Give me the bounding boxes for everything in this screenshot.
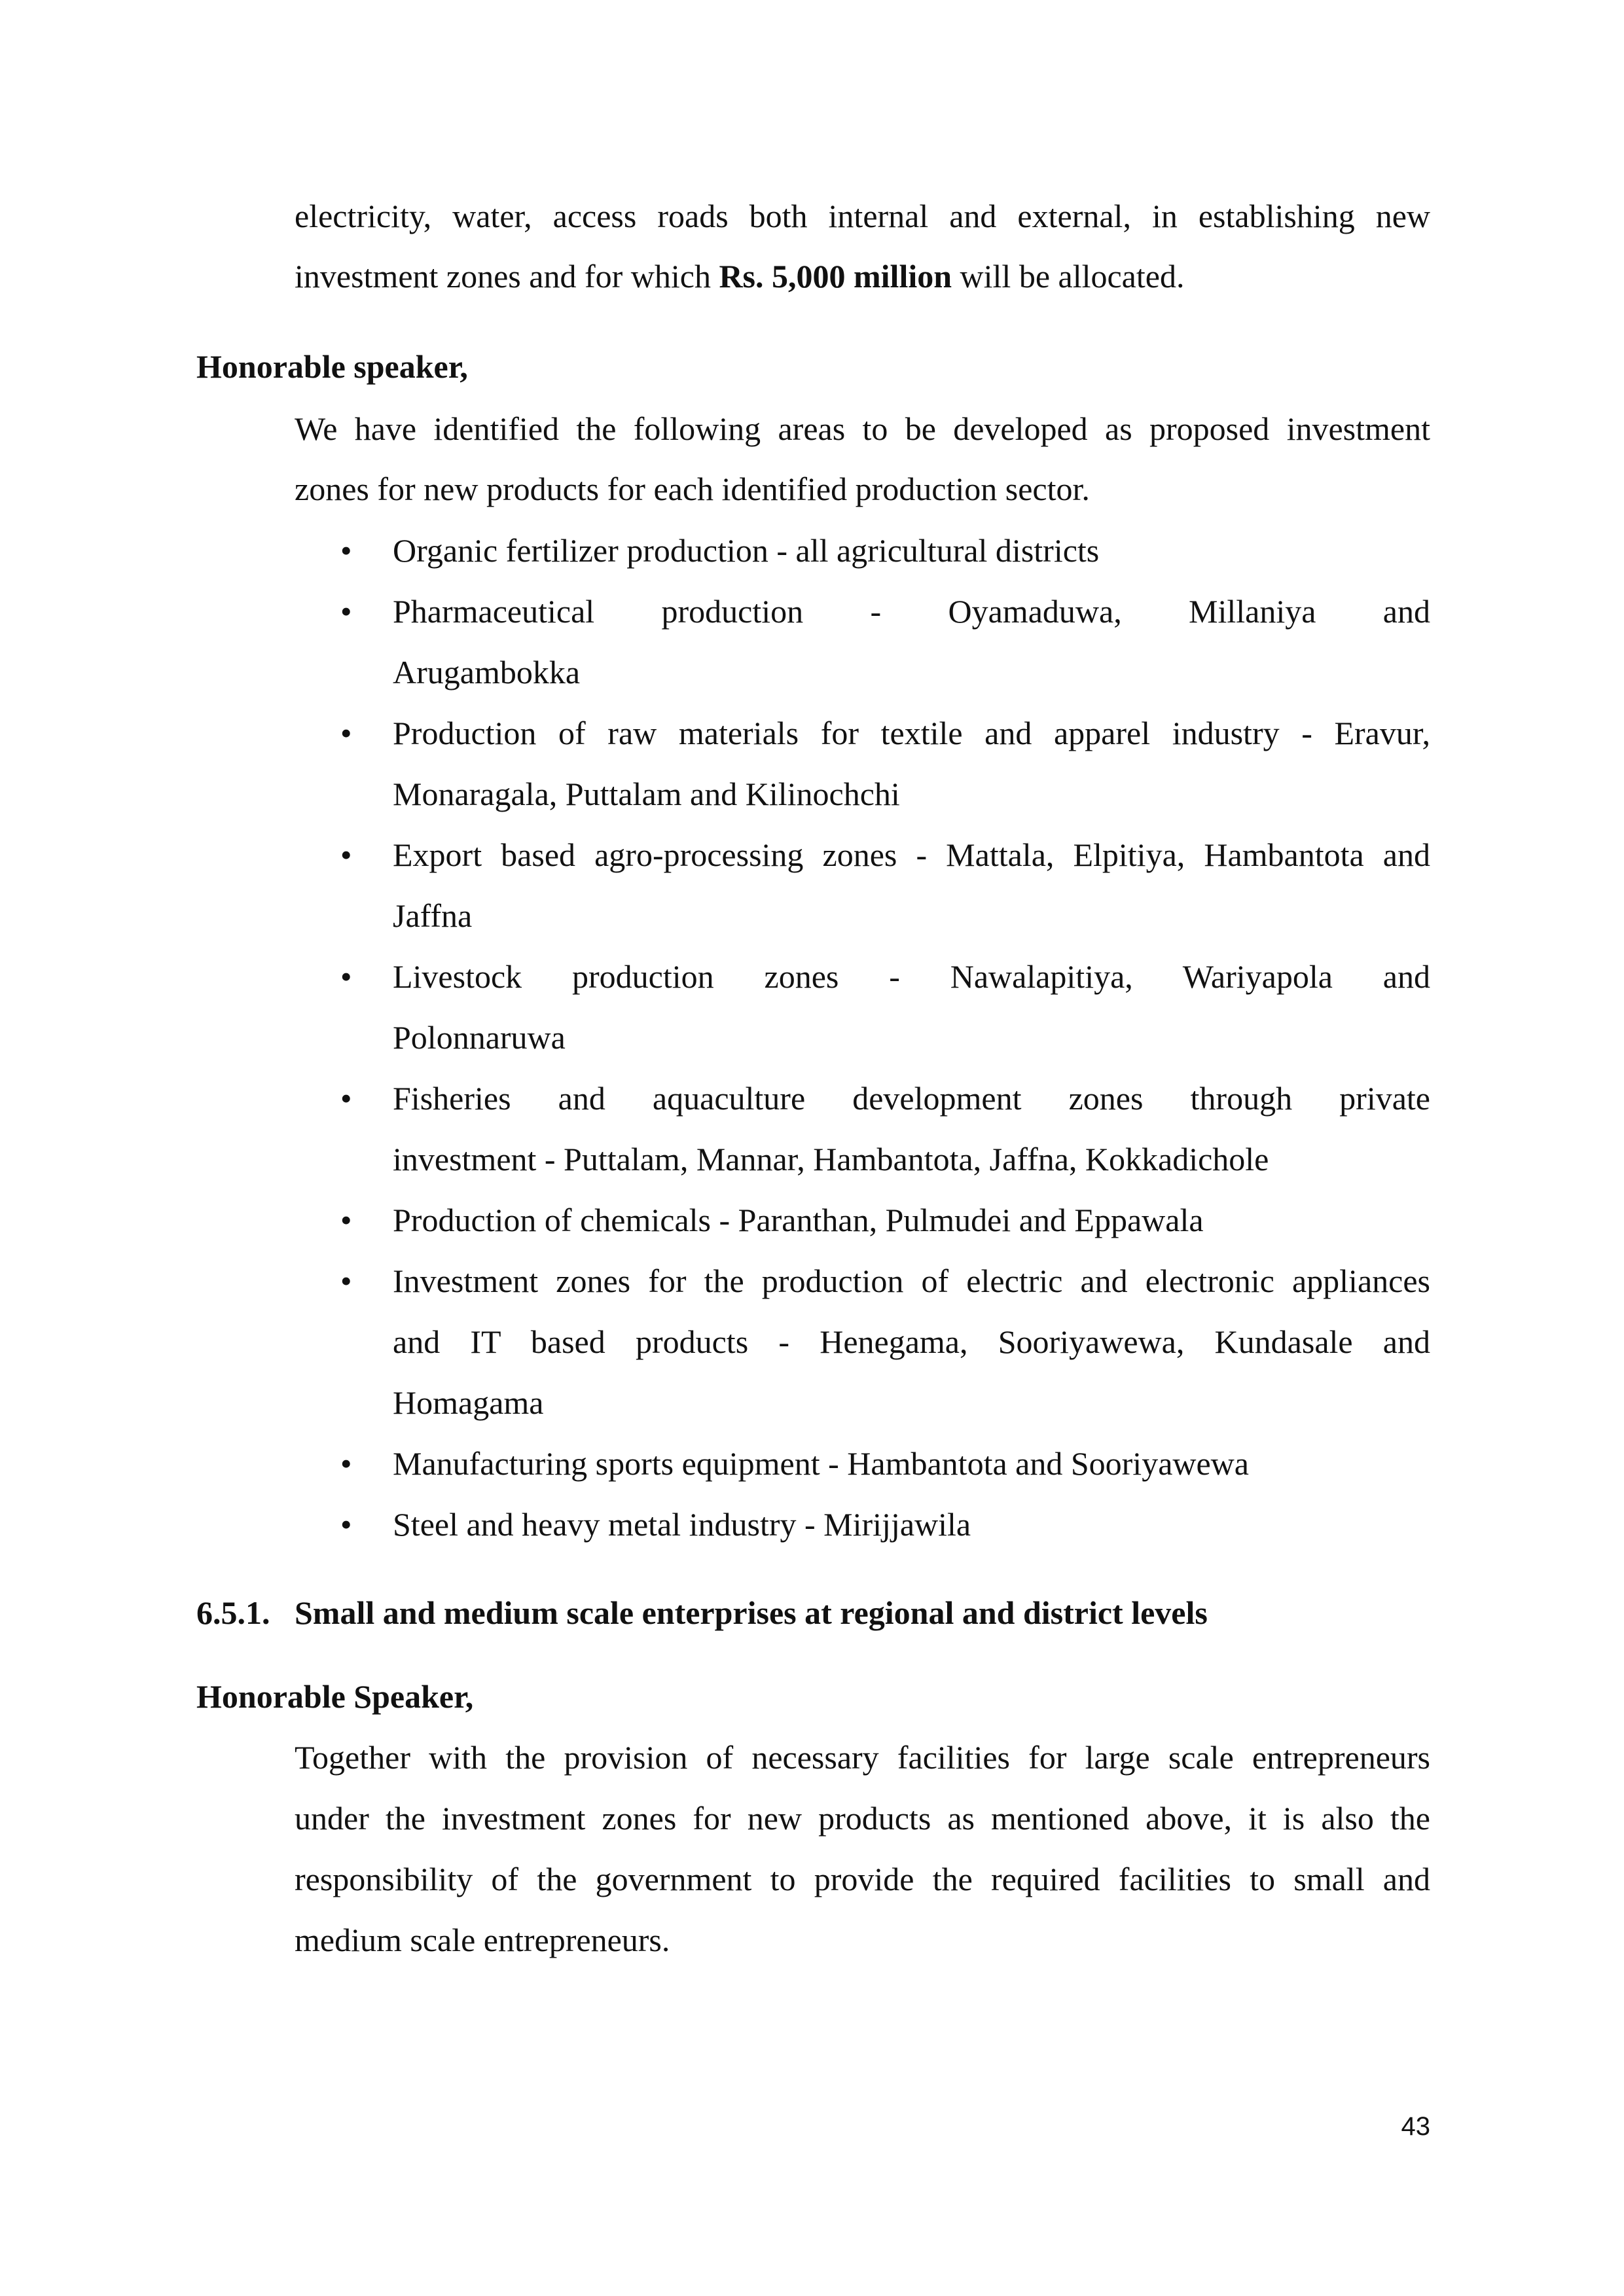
- para-1-line-2: zones for new products for each identified production sector.: [295, 471, 1090, 507]
- list-item: Livestock production zones - Nawalapitiya, Wariyapola and: [393, 958, 1430, 995]
- list-item: Manufacturing sports equipment - Hambantota and Sooriyawewa: [393, 1445, 1249, 1482]
- list-item-continuation: Monaragala, Puttalam and Kilinochchi: [393, 776, 900, 812]
- bullet-marker: •: [340, 1506, 352, 1543]
- bullet-marker: •: [340, 1263, 352, 1299]
- intro-text-end: will be allocated.: [952, 258, 1185, 295]
- allocation-amount: Rs. 5,000 million: [719, 258, 952, 295]
- intro-line-1: electricity, water, access roads both internal and external, in establishing new: [295, 198, 1430, 234]
- bullet-marker: •: [340, 1202, 352, 1238]
- bullet-marker: •: [340, 836, 352, 873]
- list-item: Steel and heavy metal industry - Mirijjawila: [393, 1506, 971, 1543]
- list-item-continuation: investment - Puttalam, Mannar, Hambantota, Jaffna, Kokkadichole: [393, 1141, 1269, 1177]
- bullet-marker: •: [340, 1080, 352, 1117]
- para-1-line-1: We have identified the following areas to be developed as proposed investment: [295, 410, 1430, 447]
- para-2-line-4: medium scale entrepreneurs.: [295, 1922, 670, 1958]
- list-item: Fisheries and aquaculture development zones through private: [393, 1080, 1430, 1117]
- bullet-marker: •: [340, 715, 352, 751]
- speaker-heading: Honorable Speaker,: [196, 1678, 474, 1715]
- list-item-continuation: Polonnaruwa: [393, 1019, 566, 1056]
- list-item: Production of raw materials for textile and apparel industry - Eravur,: [393, 715, 1430, 751]
- list-item-continuation: Homagama: [393, 1384, 544, 1421]
- list-item: Investment zones for the production of electric and electronic appliances: [393, 1263, 1430, 1299]
- list-item-continuation: and IT based products - Henegama, Sooriyawewa, Kundasale and: [393, 1323, 1430, 1360]
- bullet-marker: •: [340, 1445, 352, 1482]
- list-item: Production of chemicals - Paranthan, Pulmudei and Eppawala: [393, 1202, 1204, 1238]
- section-title: Small and medium scale enterprises at regional and district levels: [295, 1594, 1208, 1631]
- list-item: Pharmaceutical production - Oyamaduwa, Millaniya and: [393, 593, 1430, 630]
- list-item-continuation: Arugambokka: [393, 654, 581, 691]
- para-2-line-1: Together with the provision of necessary facilities for large scale entrepreneurs: [295, 1739, 1430, 1776]
- speaker-heading: Honorable speaker,: [196, 348, 468, 385]
- section-number: 6.5.1.: [196, 1594, 270, 1631]
- intro-text: investment zones and for which: [295, 258, 719, 295]
- bullet-marker: •: [340, 532, 352, 569]
- bullet-marker: •: [340, 593, 352, 630]
- para-2-line-3: responsibility of the government to provide the required facilities to small and: [295, 1861, 1430, 1897]
- bullet-marker: •: [340, 958, 352, 995]
- list-item: Export based agro-processing zones - Mattala, Elpitiya, Hambantota and: [393, 836, 1430, 873]
- page-number: 43: [1401, 2112, 1430, 2141]
- para-2-line-2: under the investment zones for new products as mentioned above, it is also the: [295, 1800, 1430, 1837]
- intro-line-2: [295, 257, 1430, 296]
- list-item-continuation: Jaffna: [393, 897, 473, 934]
- list-item: Organic fertilizer production - all agricultural districts: [393, 532, 1100, 569]
